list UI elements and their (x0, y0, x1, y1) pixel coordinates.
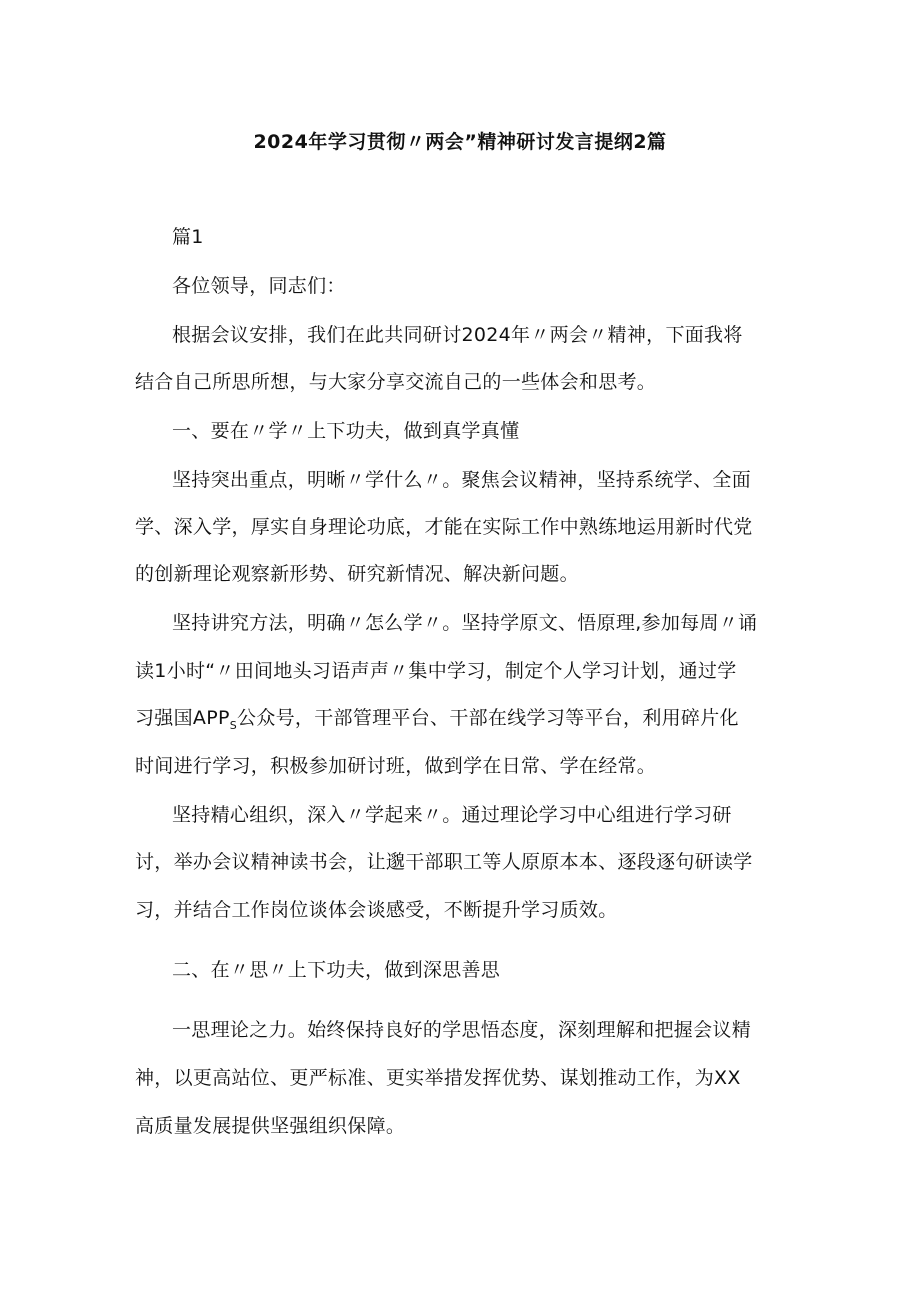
intro-line-1: 根据会议安排，我们在此共同研讨2024年〃两会〃精神，下面我将 (172, 324, 743, 346)
para-2-line-3-start: 习强国APP (135, 707, 230, 729)
para-1-line-2: 学、深入学，厚实自身理论功底，才能在实际工作中熟练地运用新时代党 (135, 516, 753, 538)
greeting: 各位领导，同志们： (172, 275, 346, 297)
para-2-line-3-subscript: S (229, 719, 238, 732)
document-title: 2024年学习贯彻〃两会”精神研讨发言提纲2篇 (253, 131, 667, 153)
intro-line-2: 结合自己所思所想，与大家分享交流自己的一些体会和思考。 (135, 371, 657, 393)
heading-1: 一、要在〃学〃上下功夫，做到真学真懂 (172, 420, 520, 442)
para-1-line-1: 坚持突出重点，明晰〃学什么〃。聚焦会议精神，坚持系统学、全面 (172, 469, 752, 491)
para-3-line-1: 坚持精心组织，深入〃学起来〃。通过理论学习中心组进行学习研 (172, 804, 732, 826)
para-3-line-3: 习，并结合工作岗位谈体会谈感受，不断提升学习质效。 (135, 899, 618, 921)
para-3-line-2: 讨，举办会议精神读书会，让邈干部职工等人原原本本、逐段逐句研读学 (135, 851, 753, 873)
para-2-line-2: 读1小时“〃田间地头习语声声〃集中学习，制定个人学习计划，通过学 (135, 660, 737, 682)
section-label: 篇1 (172, 226, 204, 248)
para-2-line-1: 坚持讲究方法，明确〃怎么学〃。坚持学原文、悟原理,参加每周〃诵 (172, 612, 758, 634)
heading-2: 二、在〃思〃上下功夫，做到深思善思 (172, 959, 501, 981)
para-2-line-3-end: 公众号，干部管理平台、干部在线学习等平台，利用碎片化 (237, 707, 739, 729)
para-4-line-2: 神，以更高站位、更严标准、更实举措发挥优势、谋划推动工作，为XX (135, 1067, 741, 1089)
para-1-line-3: 的创新理论观察新形势、研究新情况、解决新问题。 (135, 563, 579, 585)
para-2-line-4: 时间进行学习，积极参加研讨班，做到学在日常、学在经常。 (135, 755, 657, 777)
para-4-line-3: 高质量发展提供坚强组织保障。 (135, 1115, 406, 1137)
para-4-line-1: 一思理论之力。始终保持良好的学思悟态度，深刻理解和把握会议精 (172, 1019, 752, 1041)
para-2-line-3 (135, 703, 739, 741)
